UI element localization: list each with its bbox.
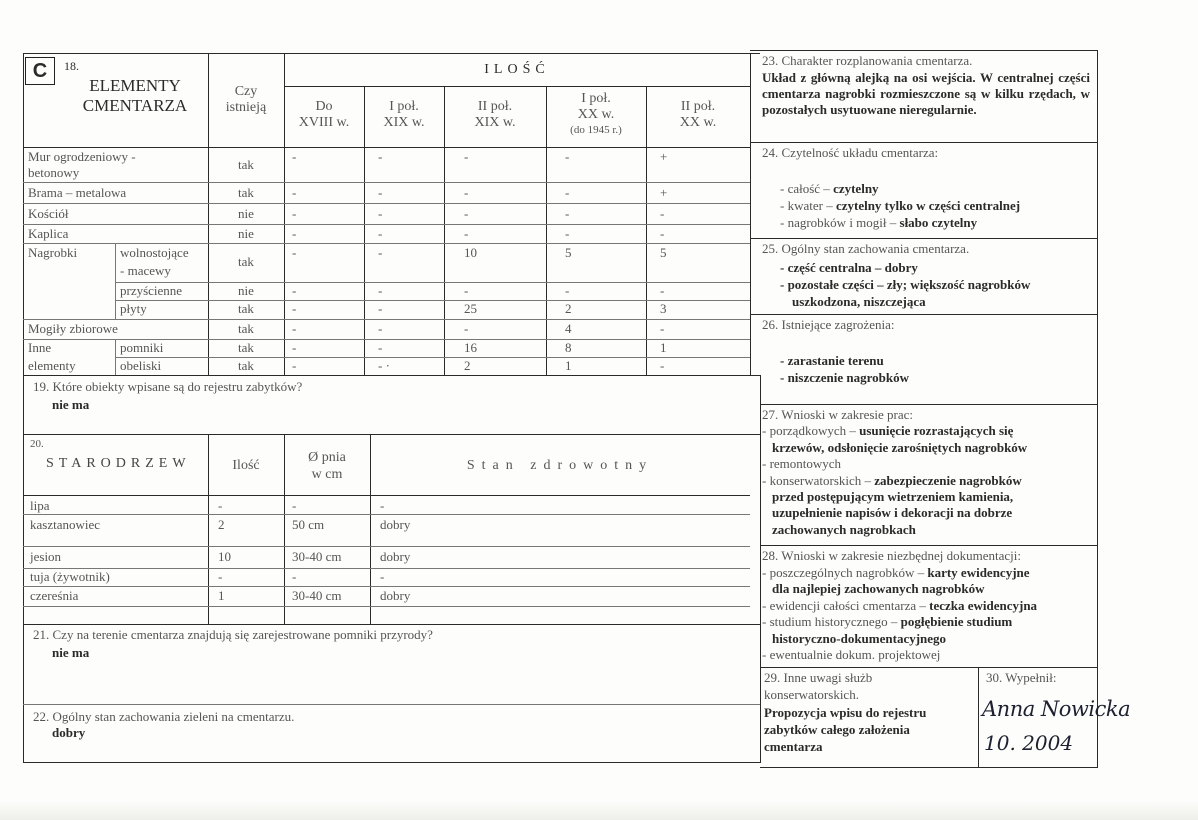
qty-cell: 2	[464, 358, 471, 373]
threat-item: - zarastanie terenu	[780, 353, 884, 368]
question-19: 19. Które obiekty wpisane są do rejestru zabytków?	[33, 379, 303, 394]
tree-diameter: -	[292, 569, 297, 584]
qty-cell: -	[565, 185, 570, 200]
row-label-wall: Mur ogrodzeniowy -	[28, 149, 136, 164]
qty-cell: -	[378, 206, 383, 221]
row-label-freestanding-2: - macewy	[120, 263, 171, 278]
section-25-line-1: - część centralna – dobry	[780, 260, 918, 275]
exists-gate: tak	[238, 185, 254, 200]
qty-cell: -	[378, 245, 383, 260]
tree-diameter: 50 cm	[292, 517, 325, 532]
section-29-body-2: zabytków całego założenia	[764, 722, 910, 737]
trunk-diameter-header-1: Ø pnia	[308, 450, 346, 465]
row-label-freestanding: wolnostojące	[120, 245, 189, 260]
section-25-line-3: uszkodzona, niszczejąca	[792, 294, 926, 309]
works-line: uzupełnienie napisów i dekoracji na dobrze	[772, 505, 1013, 521]
tree-qty: 10	[218, 549, 231, 564]
qty-cell: -	[565, 206, 570, 221]
exists-mass-graves: tak	[238, 321, 254, 336]
works-line: krzewów, odsłonięcie zarośniętych nagrobków	[772, 439, 1028, 455]
qty-cell: -	[464, 321, 469, 336]
works-line: zachowanych nagrobkach	[772, 521, 916, 537]
qty-cell: -	[292, 185, 297, 200]
answer-21: nie ma	[52, 645, 90, 660]
exists-monuments: tak	[238, 340, 254, 355]
old-trees-title: STARODRZEW	[46, 456, 191, 471]
docs-line: - ewidencji całości cmentarza – teczka ewidencyjna	[762, 597, 1038, 613]
qty-cell: 8	[565, 340, 572, 355]
section-28	[762, 548, 1037, 664]
period-header-1-l1: Do	[315, 99, 333, 114]
qty-cell: -	[292, 321, 297, 336]
qty-cell: -	[292, 301, 297, 316]
threat-item: - niszczenie nagrobków	[780, 370, 910, 385]
section-25-line-2: - pozostałe części – zły; większość nagrobków	[780, 277, 1031, 292]
tree-name: czereśnia	[30, 588, 79, 603]
tree-qty: 1	[218, 588, 225, 603]
qty-cell: -	[292, 358, 297, 373]
qty-cell: -	[378, 185, 383, 200]
period-header-2-l2: XIX w.	[383, 115, 425, 130]
section-24-title: 24. Czytelność układu cmentarza:	[762, 145, 939, 160]
elements-title-2: CMENTARZA	[82, 96, 188, 115]
docs-line: - studium historycznego – pogłębienie studium	[762, 614, 1013, 629]
trunk-diameter-header-2: w cm	[311, 467, 343, 482]
row-label-gate: Brama – metalowa	[28, 185, 127, 200]
period-header-4-l3: (do 1945 r.)	[570, 124, 622, 136]
period-header-2-l1: I poł.	[389, 99, 419, 114]
question-22: 22. Ogólny stan zachowania zieleni na cmentarzu.	[33, 709, 295, 724]
tree-name: jesion	[30, 549, 62, 564]
trees-qty-header: Ilość	[232, 458, 260, 473]
section-27-title: 27. Wnioski w zakresie prac:	[762, 407, 914, 422]
health-state-header: Stan zdrowotny	[466, 458, 654, 473]
qty-cell: -	[292, 206, 297, 221]
period-header-5-l1: II poł.	[680, 99, 716, 114]
qty-cell: +	[660, 149, 668, 164]
qty-cell: -	[660, 283, 665, 298]
section-29-title-1: 29. Inne uwagi służb	[764, 670, 873, 685]
answer-19: nie ma	[52, 397, 90, 412]
section-29-body-1: Propozycja wpisu do rejestru	[764, 705, 927, 720]
row-label-wall-2: betonowy	[28, 165, 80, 180]
row-label-wall-mounted: przyścienne	[120, 283, 183, 298]
docs-line: dla najlepiej zachowanych nagrobków	[772, 581, 985, 596]
quantity-header: ILOŚĆ	[484, 62, 550, 77]
section-28-title: 28. Wnioski w zakresie niezbędnej dokumentacji:	[762, 548, 1021, 563]
scan-bottom-edge	[0, 800, 1198, 820]
tree-health: -	[380, 569, 385, 584]
qty-cell: 25	[464, 301, 477, 316]
qty-cell: -	[464, 206, 469, 221]
qty-cell: -	[292, 245, 297, 260]
section-20-number: 20.	[30, 438, 44, 450]
docs-line: - poszczególnych nagrobków – karty ewidencyjne	[762, 564, 1030, 580]
works-line: - porządkowych – usunięcie rozrastających się	[762, 423, 1014, 439]
qty-cell: -	[565, 149, 570, 164]
qty-cell: 5	[565, 245, 572, 260]
tree-qty: -	[218, 569, 223, 584]
qty-cell: 1	[660, 340, 667, 355]
row-label-slabs: płyty	[120, 301, 147, 316]
qty-cell: -	[464, 226, 469, 241]
row-label-church: Kościół	[28, 206, 69, 221]
legibility-item: - całość – czytelny	[780, 181, 879, 196]
period-header-1-l2: XVIII w.	[298, 115, 350, 130]
qty-cell: -	[378, 340, 383, 355]
qty-cell: -	[464, 149, 469, 164]
row-group-other: Inne	[28, 340, 52, 355]
qty-cell: -	[565, 226, 570, 241]
exists-header-2: istnieją	[225, 100, 267, 115]
qty-cell: 16	[464, 340, 477, 355]
section-25-title: 25. Ogólny stan zachowania cmentarza.	[762, 241, 970, 256]
qty-cell: -	[660, 206, 665, 221]
qty-cell: -	[378, 226, 383, 241]
qty-cell: -	[292, 340, 297, 355]
section-26-title: 26. Istniejące zagrożenia:	[762, 317, 895, 332]
tree-diameter: -	[292, 498, 297, 513]
works-line: przed postępującym wietrzeniem kamienia,	[772, 489, 1014, 505]
handwritten-signature: Anna Nowicka	[982, 697, 1131, 721]
qty-cell: -	[292, 149, 297, 164]
docs-line: historyczno-dokumentacyjnego	[772, 630, 947, 646]
tree-health: dobry	[380, 549, 411, 564]
tree-diameter: 30-40 cm	[292, 588, 342, 603]
legibility-item: - kwater – czytelny tylko w części centralnej	[780, 198, 1021, 213]
legibility-item: - nagrobków i mogił – słabo czytelny	[780, 215, 978, 230]
tree-name: tuja (żywotnik)	[30, 569, 110, 584]
qty-cell: 10	[464, 245, 477, 260]
qty-cell: -	[292, 226, 297, 241]
qty-cell: -	[378, 321, 383, 336]
section-27	[762, 407, 1027, 538]
docs-line: - ewentualnie dokum. projektowej	[762, 647, 941, 662]
qty-cell: -	[378, 301, 383, 316]
qty-cell: 1	[565, 358, 572, 373]
qty-cell: - ·	[378, 358, 390, 373]
qty-cell: -	[660, 321, 665, 336]
section-23-body: Układ z główną alejką na osi wejścia. W centralnej części cmentarza nagrobki rozmieszczone są w kilku rzędach, w pozostałych usytuowane nieregularnie.	[762, 70, 1090, 117]
period-header-3-l2: XIX w.	[474, 115, 516, 130]
tree-health: dobry	[380, 588, 411, 603]
tree-health: -	[380, 498, 385, 513]
row-group-other-2: elementy	[28, 358, 76, 373]
tree-qty: -	[218, 498, 223, 513]
exists-freestanding: tak	[238, 254, 254, 269]
tree-name: lipa	[30, 498, 50, 513]
section-30-title: 30. Wypełnił:	[986, 670, 1057, 685]
qty-cell: -	[660, 358, 665, 373]
period-header-4-l1: I poł.	[581, 91, 611, 106]
elements-title-1: ELEMENTY	[89, 76, 181, 95]
works-line: - remontowych	[762, 456, 842, 472]
qty-cell: -	[464, 185, 469, 200]
qty-cell: +	[660, 185, 668, 200]
exists-chapel: nie	[238, 226, 254, 241]
section-23-title: 23. Charakter rozplanowania cmentarza.	[762, 53, 973, 68]
section-29-body-3: cmentarza	[764, 739, 823, 754]
section-24-list	[780, 180, 1020, 231]
period-header-5-l2: XX w.	[679, 115, 717, 130]
tree-qty: 2	[218, 517, 225, 532]
section-29-title-2: konserwatorskich.	[764, 687, 859, 702]
qty-cell: 4	[565, 321, 572, 336]
period-header-3-l1: II poł.	[477, 99, 513, 114]
exists-wall: tak	[238, 157, 254, 172]
qty-cell: -	[565, 283, 570, 298]
period-header-4-l2: XX w.	[577, 107, 615, 122]
row-label-chapel: Kaplica	[28, 226, 69, 241]
exists-wall-mounted: nie	[238, 283, 254, 298]
tree-health: dobry	[380, 517, 411, 532]
qty-cell: 2	[565, 301, 572, 316]
answer-22: dobry	[52, 725, 86, 740]
row-group-tombstones: Nagrobki	[28, 245, 78, 260]
section-letter-box: C	[25, 57, 55, 85]
qty-cell: -	[378, 149, 383, 164]
row-label-monuments: pomniki	[120, 340, 164, 355]
handwritten-date: 10. 2004	[984, 731, 1074, 755]
qty-cell: -	[464, 283, 469, 298]
qty-cell: 5	[660, 245, 667, 260]
exists-church: nie	[238, 206, 254, 221]
works-line: - konserwatorskich – zabezpieczenie nagrobków	[762, 472, 1022, 488]
row-label-mass-graves: Mogiły zbiorowe	[28, 321, 118, 336]
section-18-number: 18.	[64, 59, 79, 73]
row-label-obelisks: obeliski	[120, 358, 162, 373]
exists-header-1: Czy	[234, 84, 258, 99]
tree-diameter: 30-40 cm	[292, 549, 342, 564]
qty-cell: -	[378, 283, 383, 298]
tree-name: kasztanowiec	[30, 517, 101, 532]
qty-cell: -	[660, 226, 665, 241]
exists-obelisks: tak	[238, 358, 254, 373]
exists-slabs: tak	[238, 301, 254, 316]
qty-cell: 3	[660, 301, 667, 316]
qty-cell: -	[292, 283, 297, 298]
question-21: 21. Czy na terenie cmentarza znajdują się zarejestrowane pomniki przyrody?	[33, 627, 433, 642]
